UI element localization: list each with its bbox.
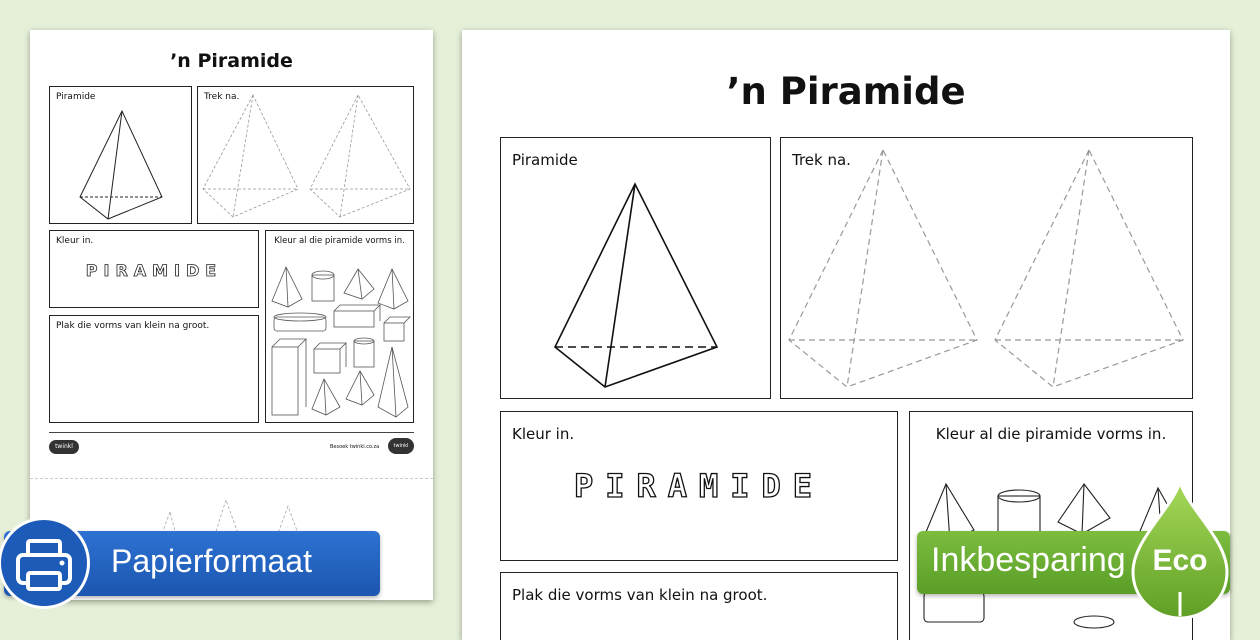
sort-box-small: [49, 315, 259, 423]
trace-pyramids: [781, 138, 1194, 400]
twinkl-logo-small: twinkl: [49, 440, 79, 454]
pyramid-drawing: [501, 138, 772, 400]
printer-badge-circle: [0, 517, 90, 609]
colour-box-small: [49, 230, 259, 308]
eco-label: Eco: [1152, 544, 1208, 577]
colour-word: PIRAMIDE: [573, 467, 825, 505]
trace-label-small: Trek na.: [204, 92, 240, 102]
trace-box-small: [197, 86, 414, 224]
paper-format-badge[interactable]: [4, 531, 380, 596]
printer-icon: [0, 517, 90, 609]
worksheet-title: ’n Piramide: [726, 70, 966, 113]
twinkl-website-small: Besoek twinkl.co.za: [330, 444, 380, 450]
eco-drop-icon: [1129, 480, 1231, 620]
shapes-box-small: [265, 230, 414, 423]
shapes-drawing-small: [266, 231, 415, 424]
example-label-small: Piramide: [56, 92, 96, 102]
trace-box: [780, 137, 1193, 399]
colour-label: Kleur in.: [512, 425, 575, 443]
paper-format-label: Papierformaat: [111, 543, 312, 579]
twinkl-logo-right-small: twinkl: [388, 438, 414, 454]
page-break-divider: [30, 478, 433, 479]
example-box: [500, 137, 771, 399]
shapes-label-small: Kleur al die piramide vorms in.: [274, 236, 405, 246]
footer-divider-small: [49, 432, 414, 433]
worksheet-thumbnail: [30, 30, 433, 600]
trace-pyramids-small: [198, 87, 415, 225]
pyramid-drawing-small: [50, 87, 193, 225]
example-label: Piramide: [512, 151, 578, 169]
worksheet-title-small: ’n Piramide: [170, 50, 293, 72]
colour-label-small: Kleur in.: [56, 236, 94, 246]
sort-label-small: Plak die vorms van klein na groot.: [56, 321, 210, 331]
colour-box: [500, 411, 898, 561]
ink-saving-label: Inkbesparing: [931, 541, 1126, 579]
colour-word-small: PIRAMIDE: [85, 261, 223, 280]
trace-label: Trek na.: [792, 151, 851, 169]
shapes-label: Kleur al die piramide vorms in.: [935, 425, 1167, 443]
example-box-small: [49, 86, 192, 224]
sort-label: Plak die vorms van klein na groot.: [512, 586, 768, 604]
